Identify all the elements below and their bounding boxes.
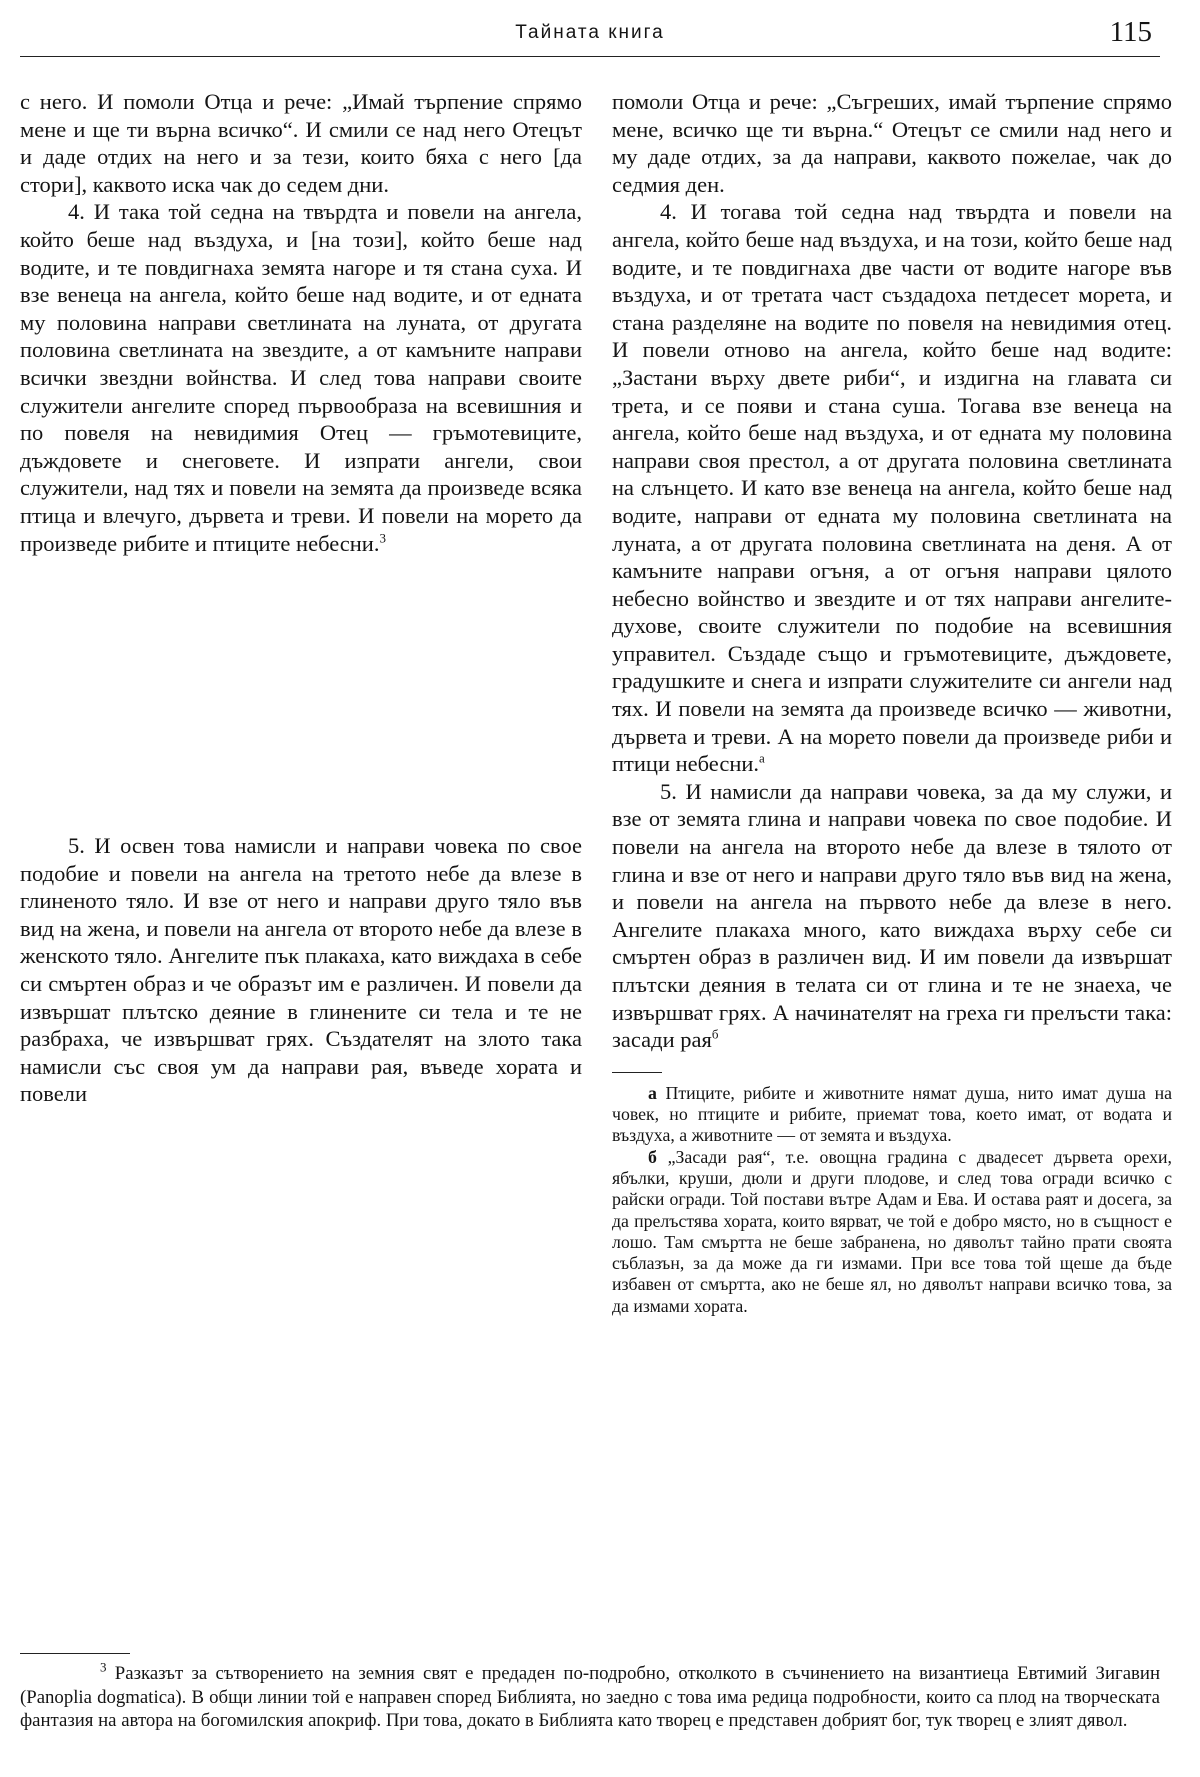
right-column — [612, 88, 1172, 1317]
left-column — [20, 88, 582, 1108]
page-header — [20, 14, 1160, 57]
page-number: 115 — [1109, 16, 1152, 48]
column-footnote-a — [612, 1083, 1172, 1147]
footnote-marker-b[interactable]: б — [711, 1026, 719, 1042]
footnote-marker-a[interactable]: а — [759, 750, 765, 766]
right-paragraph-2-text: 4. И тогава той седна над твърдта и повели на ангела, който беше над въздуха, и на този, който беше над водите, и те повдигнаха две части от водите нагоре във въздуха, и от третата част създадоха петдесет морета, и стана разделяне на водите по повеля на невидимия отец. И повели отново на ангела, който беше над водите: „Застани върху двете риби“, и издигна на главата си трета, и се появи и стана суша. Тогава взе венеца на ангела, който беше над въздуха, и от едната му половина направи своя престол, а от другата половина светлината на слънцето. И като взе венеца на ангела, който беше над водите, направи от едната му половина светлината на луната, а от другата половина светлината на деня. А от камъните направи огъня, а от огъня направи цялото небесно войнство и звездите и от тях направи ангелите-духове, своите служители по подобие на всевишния управител. Създаде също и гръмотевиците, дъждовете, градушките и снега и изпрати служителите си ангели над тях. И повели на земята да произведе всичко — животни, дървета и треви. А на морето повели да произведе риби и птици небесни. — [612, 199, 1172, 777]
column-footnote-a-text: Птиците, рибите и животните нямат душа, нито имат душа на човек, но птиците и рибите, приемат това, което имат, от водата и въздуха, а животните — от земята и въздуха. — [612, 1082, 1172, 1146]
page-footnote-3-marker: 3 — [100, 1659, 107, 1675]
left-paragraph-2 — [20, 198, 582, 557]
right-paragraph-1-text: помоли Отца и рече: „Съгреших, имай търпение спрямо мене, всичко ще ти върна.“ Отецът се смили над него и му даде отдих, за да направи, каквото пожелае, чак до седмия ден. — [612, 89, 1172, 197]
column-footnote-b — [612, 1147, 1172, 1317]
page-footnote — [20, 1653, 1160, 1733]
right-paragraph-3-text: 5. И намисли да направи човека, за да му служи, и взе от земята глина и направи човека по свое подобие. И повели на ангела на второто небе да влезе в тялото от глина и взе от него и направи друго тяло във вид на жена, и повели на ангела на първото небе да влезе в него. Ангелите плакаха много, като виждаха върху себе си смъртен образ в различен вид. И им повели да извършат плътски деяния в телата си от глина и те не знаеха, че извършват грях. А начинателят на греха ги прелъсти така: засади рая — [612, 778, 1172, 1053]
right-paragraph-3 — [612, 778, 1172, 1054]
page-footnote-3 — [20, 1659, 1161, 1733]
right-paragraph-2 — [612, 198, 1172, 777]
column-footnote-b-text: „Засади рая“, т.е. овощна градина с двадесет дървета орехи, ябълки, круши, дюли и други плодове, и след това огради всичко с райски огради. Той постави вътре Адам и Ева. И остава раят и досега, за да прелъстява хората, които вярват, че той е добро място, но в същност е лошо. Там смъртта не беше забранена, но дяволът тайно прати своята съблазън, за да може да ги измами. При все това той щеше да бъде избавен от смъртта, ако не беше ял, но дяволът направи всичко това, за да измами хората. — [612, 1146, 1173, 1316]
left-paragraph-1 — [20, 88, 582, 198]
page-footnote-rule — [20, 1653, 130, 1654]
column-footnote-a-marker: а — [648, 1082, 657, 1103]
left-paragraph-3-text: 5. И освен това намисли и направи човека по свое подобие и повели на ангела на третото небе да влезе в глиненото тяло. И взе от него и направи друго тяло във вид на жена, и повели на ангела от второто небе да влезе в женското тяло. Ангелите пък плакаха, като виждаха в себе си смъртен образ и че образът им е различен. И повели да извършат плътско деяние в глинените си тела и те не разбраха, че извършват грях. Създателят на злото така намисли със своя ум да направи рая, въведе хората и повели — [20, 833, 582, 1107]
column-footnote-rule — [612, 1072, 662, 1073]
column-footnote-b-marker: б — [648, 1146, 657, 1167]
page-footnote-3-text: Разказът за сътворението на земния свят е предаден по-подробно, отколкото в съчинението на византиеца Евтимий Зигавин (Panoplia dogmatica). В общи линии той е направен според Библията, но заедно с това има редица подробности, които са плод на творческата фантазия на автора на богомилския апокриф. При това, докато в Библията като творец е представен добрият бог, тук творец е злият дявол. — [20, 1663, 1161, 1731]
footnote-marker-3[interactable]: 3 — [379, 530, 386, 545]
left-paragraph-1-text: с него. И помоли Отца и рече: „Имай търпение спрямо мене и ще ти върна всичко“. И смили се над него Отецът и даде отдих на него и за тези, които бяха с него [да стори], каквото иска чак до седем дни. — [20, 89, 582, 197]
right-paragraph-1 — [612, 88, 1172, 198]
left-paragraph-3 — [20, 832, 582, 1108]
running-title: Тайната книга — [515, 22, 665, 43]
left-paragraph-2-text: 4. И така той седна на твърдта и повели на ангела, който беше над въздуха, и [на този], който беше над водите, и те повдигнаха земята нагоре и тя стана суха. И взе венеца на ангела, който беше над водите, и от едната му половина направи светлината на луната, от другата половина светлината на звездите, а от камъните направи всички звездни войнства. И след това направи своите служители ангелите според първообраза на всевишния и по повеля на невидимия Отец — гръмотевиците, дъждовете и снеговете. И изпрати ангели, свои служители, над тях и повели на земята да произведе всяка птица и влечуго, дървета и треви. И повели на морето да произведе рибите и птиците небесни. — [20, 199, 582, 556]
column-blank-space — [20, 557, 582, 832]
